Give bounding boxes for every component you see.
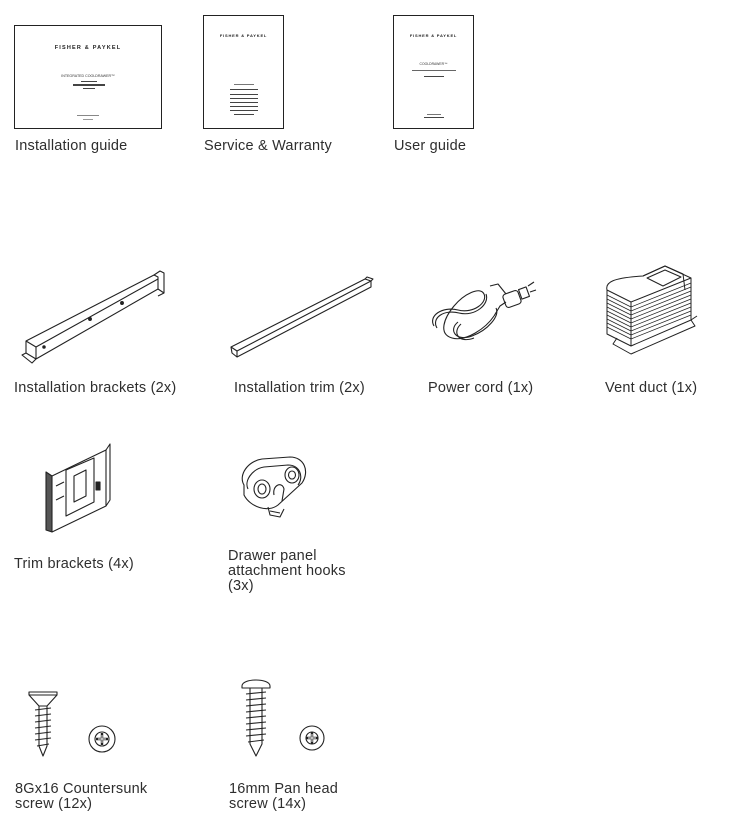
service-warranty-label: Service & Warranty [204,138,332,154]
installation-guide-title: INTEGRATED COOLDRAWER™ [61,74,115,78]
countersunk-screw-icon [27,690,59,758]
user-guide-label: User guide [394,138,467,154]
attachment-hook-icon [238,455,310,521]
user-guide-title: COOLDRAWER™ [419,62,448,66]
installation-brackets-label: Installation brackets (2x) [14,380,177,396]
pan-head-screw-icon [240,678,274,758]
countersunk-screw-head-icon [87,724,117,754]
installation-guide-label: Installation guide [15,138,128,154]
pan-head-screw-label: 16mm Pan head screw (14x) [229,781,338,812]
trim-brackets-label: Trim brackets (4x) [14,556,134,572]
vent-duct-icon [603,262,698,357]
service-warranty-booklet-icon [203,15,284,129]
pan-head-screw-head-icon [298,724,326,752]
installation-trim-icon [229,275,374,357]
countersunk-screw-label: 8Gx16 Countersunk screw (12x) [15,781,148,812]
user-guide-brand: FISHER & PAYKEL [409,33,458,38]
installation-guide-booklet-icon [14,25,162,129]
power-cord-label: Power cord (1x) [428,380,534,396]
trim-bracket-icon [44,442,114,534]
installation-bracket-icon [22,267,172,367]
attachment-hooks-label: Drawer panel attachment hooks (3x) [228,548,346,594]
installation-trim-label: Installation trim (2x) [234,380,365,396]
vent-duct-label: Vent duct (1x) [605,380,698,396]
power-cord-icon [428,272,538,347]
installation-guide-brand: FISHER & PAYKEL [54,45,122,51]
service-warranty-brand: FISHER & PAYKEL [219,33,268,38]
user-guide-booklet-icon [393,15,474,129]
